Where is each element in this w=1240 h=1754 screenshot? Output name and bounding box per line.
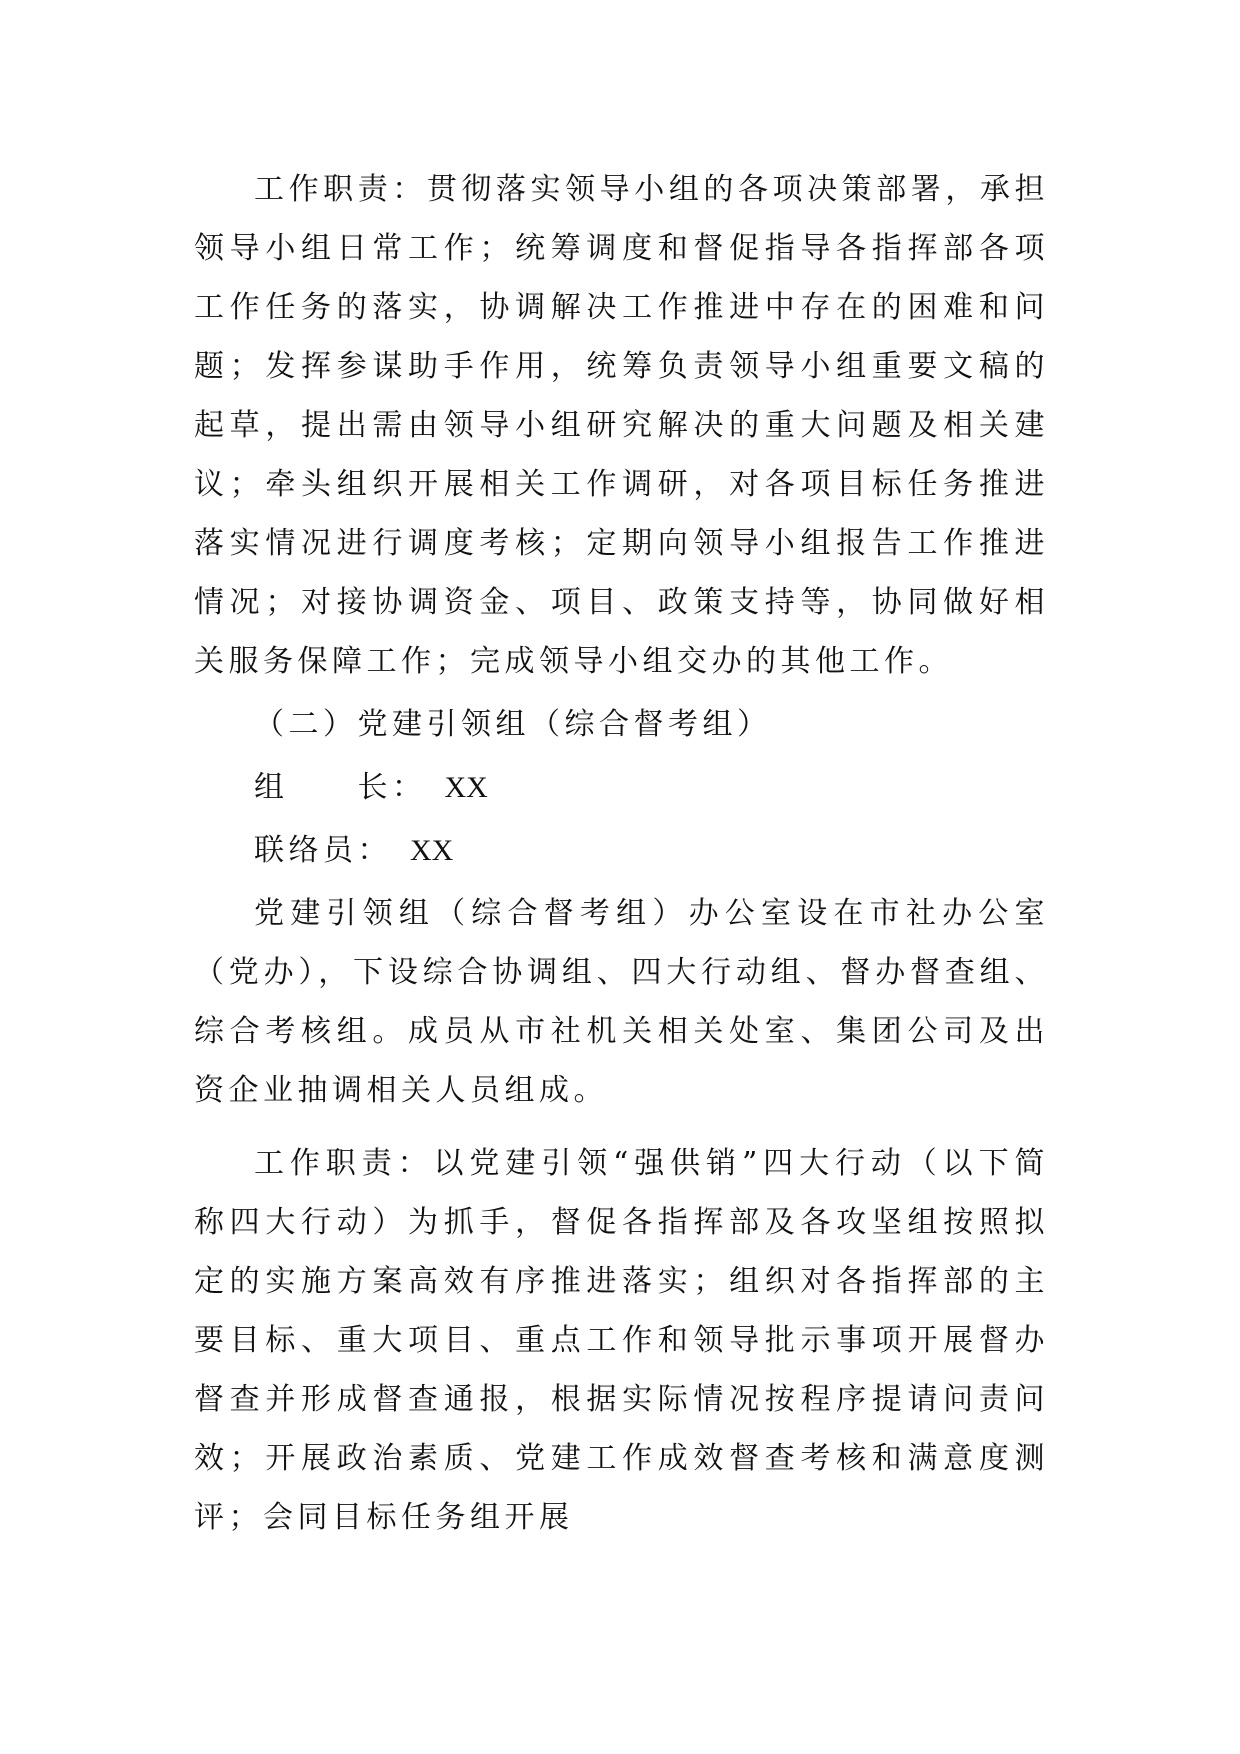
- leader-label: 组 长：: [254, 770, 427, 805]
- office-paragraph: 党建引领组（综合督考组）办公室设在市社办公室（党办），下设综合协调组、四大行动组、督办督查组、综合考核组。成员从市社机关相关处室、集团公司及出资企业抽调相关人员组成。: [194, 896, 1049, 1108]
- document-body: [194, 160, 1049, 1547]
- duties-paragraph-1: 工作职责：贯彻落实领导小组的各项决策部署，承担领导小组日常工作；统筹调度和督促指导各指挥部各项工作任务的落实，协调解决工作推进中存在的困难和问题；发挥参谋助手作用，统筹负责领导小组重要文稿的起草，提出需由领导小组研究解决的重大问题及相关建议；牵头组织开展相关工作调研，对各项目标任务推进落实情况进行调度考核；定期向领导小组报告工作推进情况；对接协调资金、项目、政策支持等，协同做好相关服务保障工作；完成领导小组交办的其他工作。: [194, 172, 1049, 679]
- liaison-label: 联络员：: [254, 833, 392, 868]
- liaison-line: [194, 821, 1049, 880]
- liaison-value: XX: [410, 834, 454, 867]
- leader-line: [194, 758, 1049, 817]
- section-heading: （二）党建引领组（综合督考组）: [254, 707, 772, 742]
- leader-value: XX: [444, 771, 488, 804]
- duties-paragraph-2: 工作职责：以党建引领“强供销”四大行动（以下简称四大行动）为抓手，督促各指挥部及各攻坚组按照拟定的实施方案高效有序推进落实；组织对各指挥部的主要目标、重大项目、重点工作和领导批示事项开展督办督查并形成督查通报，根据实际情况按程序提请问责问效；开展政治素质、党建工作成效督查考核和满意度测评；会同目标任务组开展: [194, 1146, 1049, 1535]
